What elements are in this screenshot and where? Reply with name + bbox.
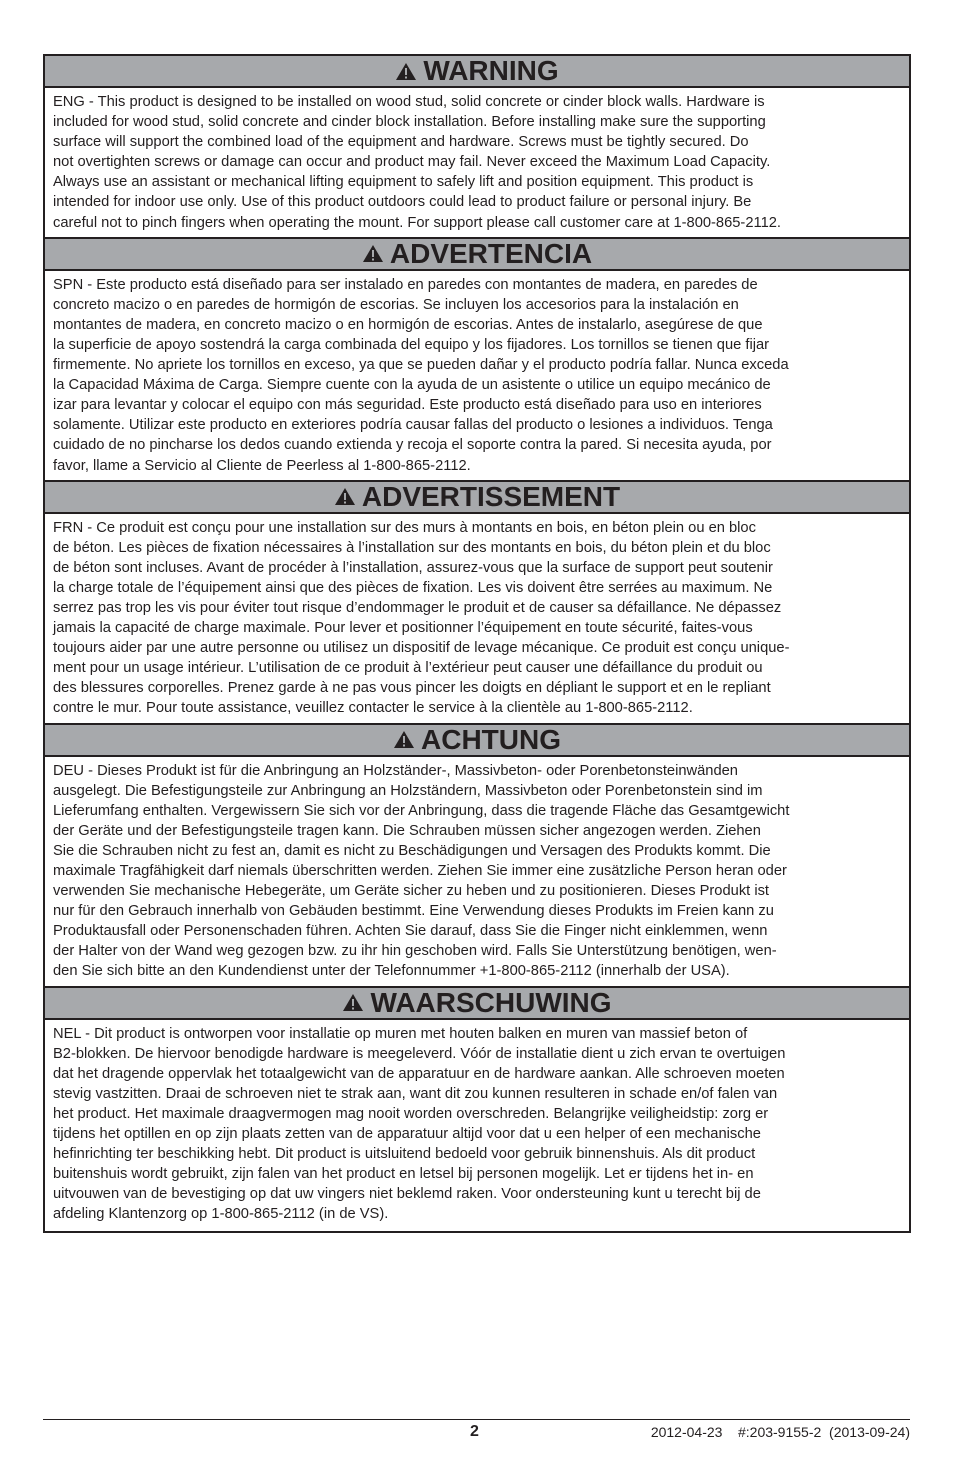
body-line: la charge totale de l’équipement ainsi que des pièces de fixation. Les vis doivent être serrées au maximum. Ne [53,579,773,596]
body-line: careful not to pinch fingers when operating the mount. For support please call customer care at 1-800-865-2112. [53,214,781,231]
page-number: 2 [470,1423,479,1440]
body-line: B2-blokken. De hiervoor benodigde hardware is meegeleverd. Vóór de installatie dient u zich ervan te overtuigen [53,1045,786,1062]
body-line: den Sie sich bitte an den Kundendienst unter der Telefonnummer +1-800-865-2112 (innerhalb der USA). [53,963,730,980]
body-line: montantes de madera, en concreto macizo o en hormigón de escorias. Antes de instalarlo, asegúrese de que [53,316,763,333]
body-line: contre le mur. Pour toute assistance, veuillez contacter le service à la clientèle au 1-800-865-2112. [53,700,693,717]
body-line: tijdens het optillen en op zijn plaats zetten van de apparatuur altijd voor dat u een helper of een mechanische [53,1126,761,1143]
body-line: izar para levantar y colocar el equipo con más seguridad. Este producto está diseñado para uso en interiores [53,397,762,414]
body-line: nur für den Gebrauch innerhalb von Gebäuden bestimmt. Eine Verwendung dieses Produkts im Freien kann zu [53,903,774,920]
body-line: Produktausfall oder Personenschaden führen. Achten Sie darauf, dass Sie die Finger nicht einklemmen, wenn [53,923,768,940]
body-line: not overtighten screws or damage can occur and product may fail. Never exceed the Maximum Load Capacity. [53,154,771,171]
warning-triangle-icon [334,487,356,506]
body-line: la superficie de apoyo sostendrá la carga combinada del equipo y los fijadores. Los tornillos se tienen que fijar [53,336,770,353]
body-line: maximale Tragfähigkeit darf niemals überschritten werden. Ziehen Sie immer eine zusätzliche Person heran oder [53,863,787,879]
body-line: cuidado de no pincharse los dedos cuando extienda y recoja el soporte contra la pared. Si necesita ayuda, por [53,437,772,454]
body-line: Lieferumfang enthalten. Vergewissern Sie sich vor der Anbringung, dass die tragende Fläche das Gesamtgewicht [53,802,790,819]
body-line: SPN - Este producto está diseñado para ser instalado en paredes con montantes de madera, en paredes de [53,276,758,293]
body-line: stevig vastzitten. Draai de schroeven niet te strak aan, want dit zou kunnen resulteren in schade en/of falen van [53,1085,778,1102]
body-line: DEU - Dieses Produkt ist für die Anbringung an Holzständer-, Massivbeton- oder Porenbetonsteinwänden [53,762,738,779]
warning-triangle-icon [393,730,415,749]
body-line: firmemente. No apriete los tornillos en exceso, ya que se pueden dañar y el producto podría fallar. Nunca exceda [53,357,789,374]
section-body [45,1020,909,1231]
body-line: surface will support the combined load of the equipment and hardware. Screws must be tightly secured. Do [53,134,749,151]
body-line: included for wood stud, solid concrete and cinder block installation. Before installing make sure the supporting [53,114,766,131]
body-line: FRN - Ce produit est conçu pour une installation sur des murs à montants en bois, en béton plein ou en bloc [53,519,756,536]
body-line: der Geräte und der Befestigungsteile tragen kann. Die Schrauben müssen sicher angezogen werden. Ziehen [53,822,761,839]
section-header [45,482,909,514]
body-line: NEL - Dit product is ontworpen voor installatie op muren met houten balken en muren van massief beton of [53,1025,748,1042]
body-line: Sie die Schrauben nicht zu fest an, damit es nicht zu Beschädigungen und Versagen des Produkts kommt. Die [53,842,771,859]
section-body [45,88,909,239]
body-line: Always use an assistant or mechanical lifting equipment to safely lift and position equipment. This product is [53,174,754,191]
body-line: de béton sont incluses. Avant de procéder à l’installation, assurez-vous que la surface de support peut soutenir [53,559,773,576]
body-line: dat het dragende oppervlak het totaalgewicht van de apparatuur en de hardware aankan. Alle schroeven moeten [53,1065,785,1082]
warning-section-deu [45,725,909,988]
body-line: toujours aider par une autre personne ou utilisez un dispositif de levage mécanique. Ce produit est conçu unique- [53,640,790,657]
section-body [45,271,909,482]
section-body [45,757,909,988]
body-line: buitenshuis wordt gebruikt, zijn falen van het product en letsel bij personen mogelijk. Let er tijdens het in- en [53,1166,754,1183]
section-title: WAARSCHUWING [370,986,612,1018]
section-header [45,56,909,88]
warning-triangle-icon [395,62,417,81]
body-line: intended for indoor use only. Use of this product outdoors could lead to product failure or personal injury. Be [53,194,752,211]
body-line: jamais la capacité de charge maximale. Pour lever et positionner l’équipement en toute sécurité, faites-vous [53,620,753,637]
warning-section-eng [45,56,909,239]
body-line: uitvouwen van de bevestiging op dat uw vingers niet beklemd raken. Voor ondersteuning kunt u terecht bij de [53,1186,761,1203]
section-title: ADVERTENCIA [389,237,593,269]
body-line: der Halter von der Wand weg gezogen bzw. zu ihr hin geschoben wird. Falls Sie Unterstützung benötigen, wen- [53,943,777,960]
warning-triangle-icon [362,244,384,263]
section-title: ACHTUNG [421,723,561,755]
footer-divider [43,1419,910,1420]
body-line: verwenden Sie mechanische Hebegeräte, um Geräte sicher zu heben und zu positionieren. Dieses Produkt ist [53,883,770,900]
warning-triangle-icon [342,993,364,1012]
document-info: 2012-04-23 #:203-9155-2 (2013-09-24) [650,1424,910,1440]
body-line: hefinrichting ter beschikking hebt. Dit product is uitsluitend bedoeld voor gebruik binnenshuis. Als dit product [53,1146,756,1163]
body-line: solamente. Utilizar este producto en exteriores podría causar fallas del producto o lesiones a individuos. Tenga [53,417,773,434]
body-line: de béton. Les pièces de fixation nécessaires à l’installation sur des montants en bois, du béton plein et du bloc [53,539,771,556]
body-line: het product. Het maximale draagvermogen mag nooit worden overschreden. Belangrijke veiligheidstip: zorg er [53,1105,769,1122]
warning-section-frn [45,482,909,725]
warnings-frame [43,54,911,1233]
body-line: concreto macizo o en paredes de hormigón de escorias. Se incluyen los accesorios para la instalación en [53,296,739,313]
body-line: ment pour un usage intérieur. L’utilisation de ce produit à l’extérieur peut causer une défaillance du produit ou [53,660,763,677]
body-line: ENG - This product is designed to be installed on wood stud, solid concrete or cinder block walls. Hardware is [53,94,765,110]
body-line: la Capacidad Máxima de Carga. Siempre cuente con la ayuda de un asistente o utilice un equipo mecánico de [53,377,771,394]
section-title: WARNING [423,55,559,86]
section-header [45,725,909,757]
section-body [45,514,909,725]
body-line: favor, llame a Servicio al Cliente de Peerless al 1-800-865-2112. [53,457,471,474]
body-line: afdeling Klantenzorg op 1-800-865-2112 (in de VS). [53,1206,389,1223]
body-line: des blessures corporelles. Prenez garde à ne pas vous pincer les doigts en dépliant le support et en le repliant [53,680,771,697]
body-line: serrez pas trop les vis pour éviter tout risque d’endommager le produit et de causer sa défaillance. Ne dépassez [53,599,782,616]
section-header [45,239,909,271]
warning-section-spn [45,239,909,482]
body-line: ausgelegt. Die Befestigungsteile zur Anbringung an Holzständern, Massivbeton oder Porenbetonstein sind im [53,782,763,799]
section-header [45,988,909,1020]
warning-section-nel [45,988,909,1231]
section-title: ADVERTISSEMENT [361,480,621,512]
